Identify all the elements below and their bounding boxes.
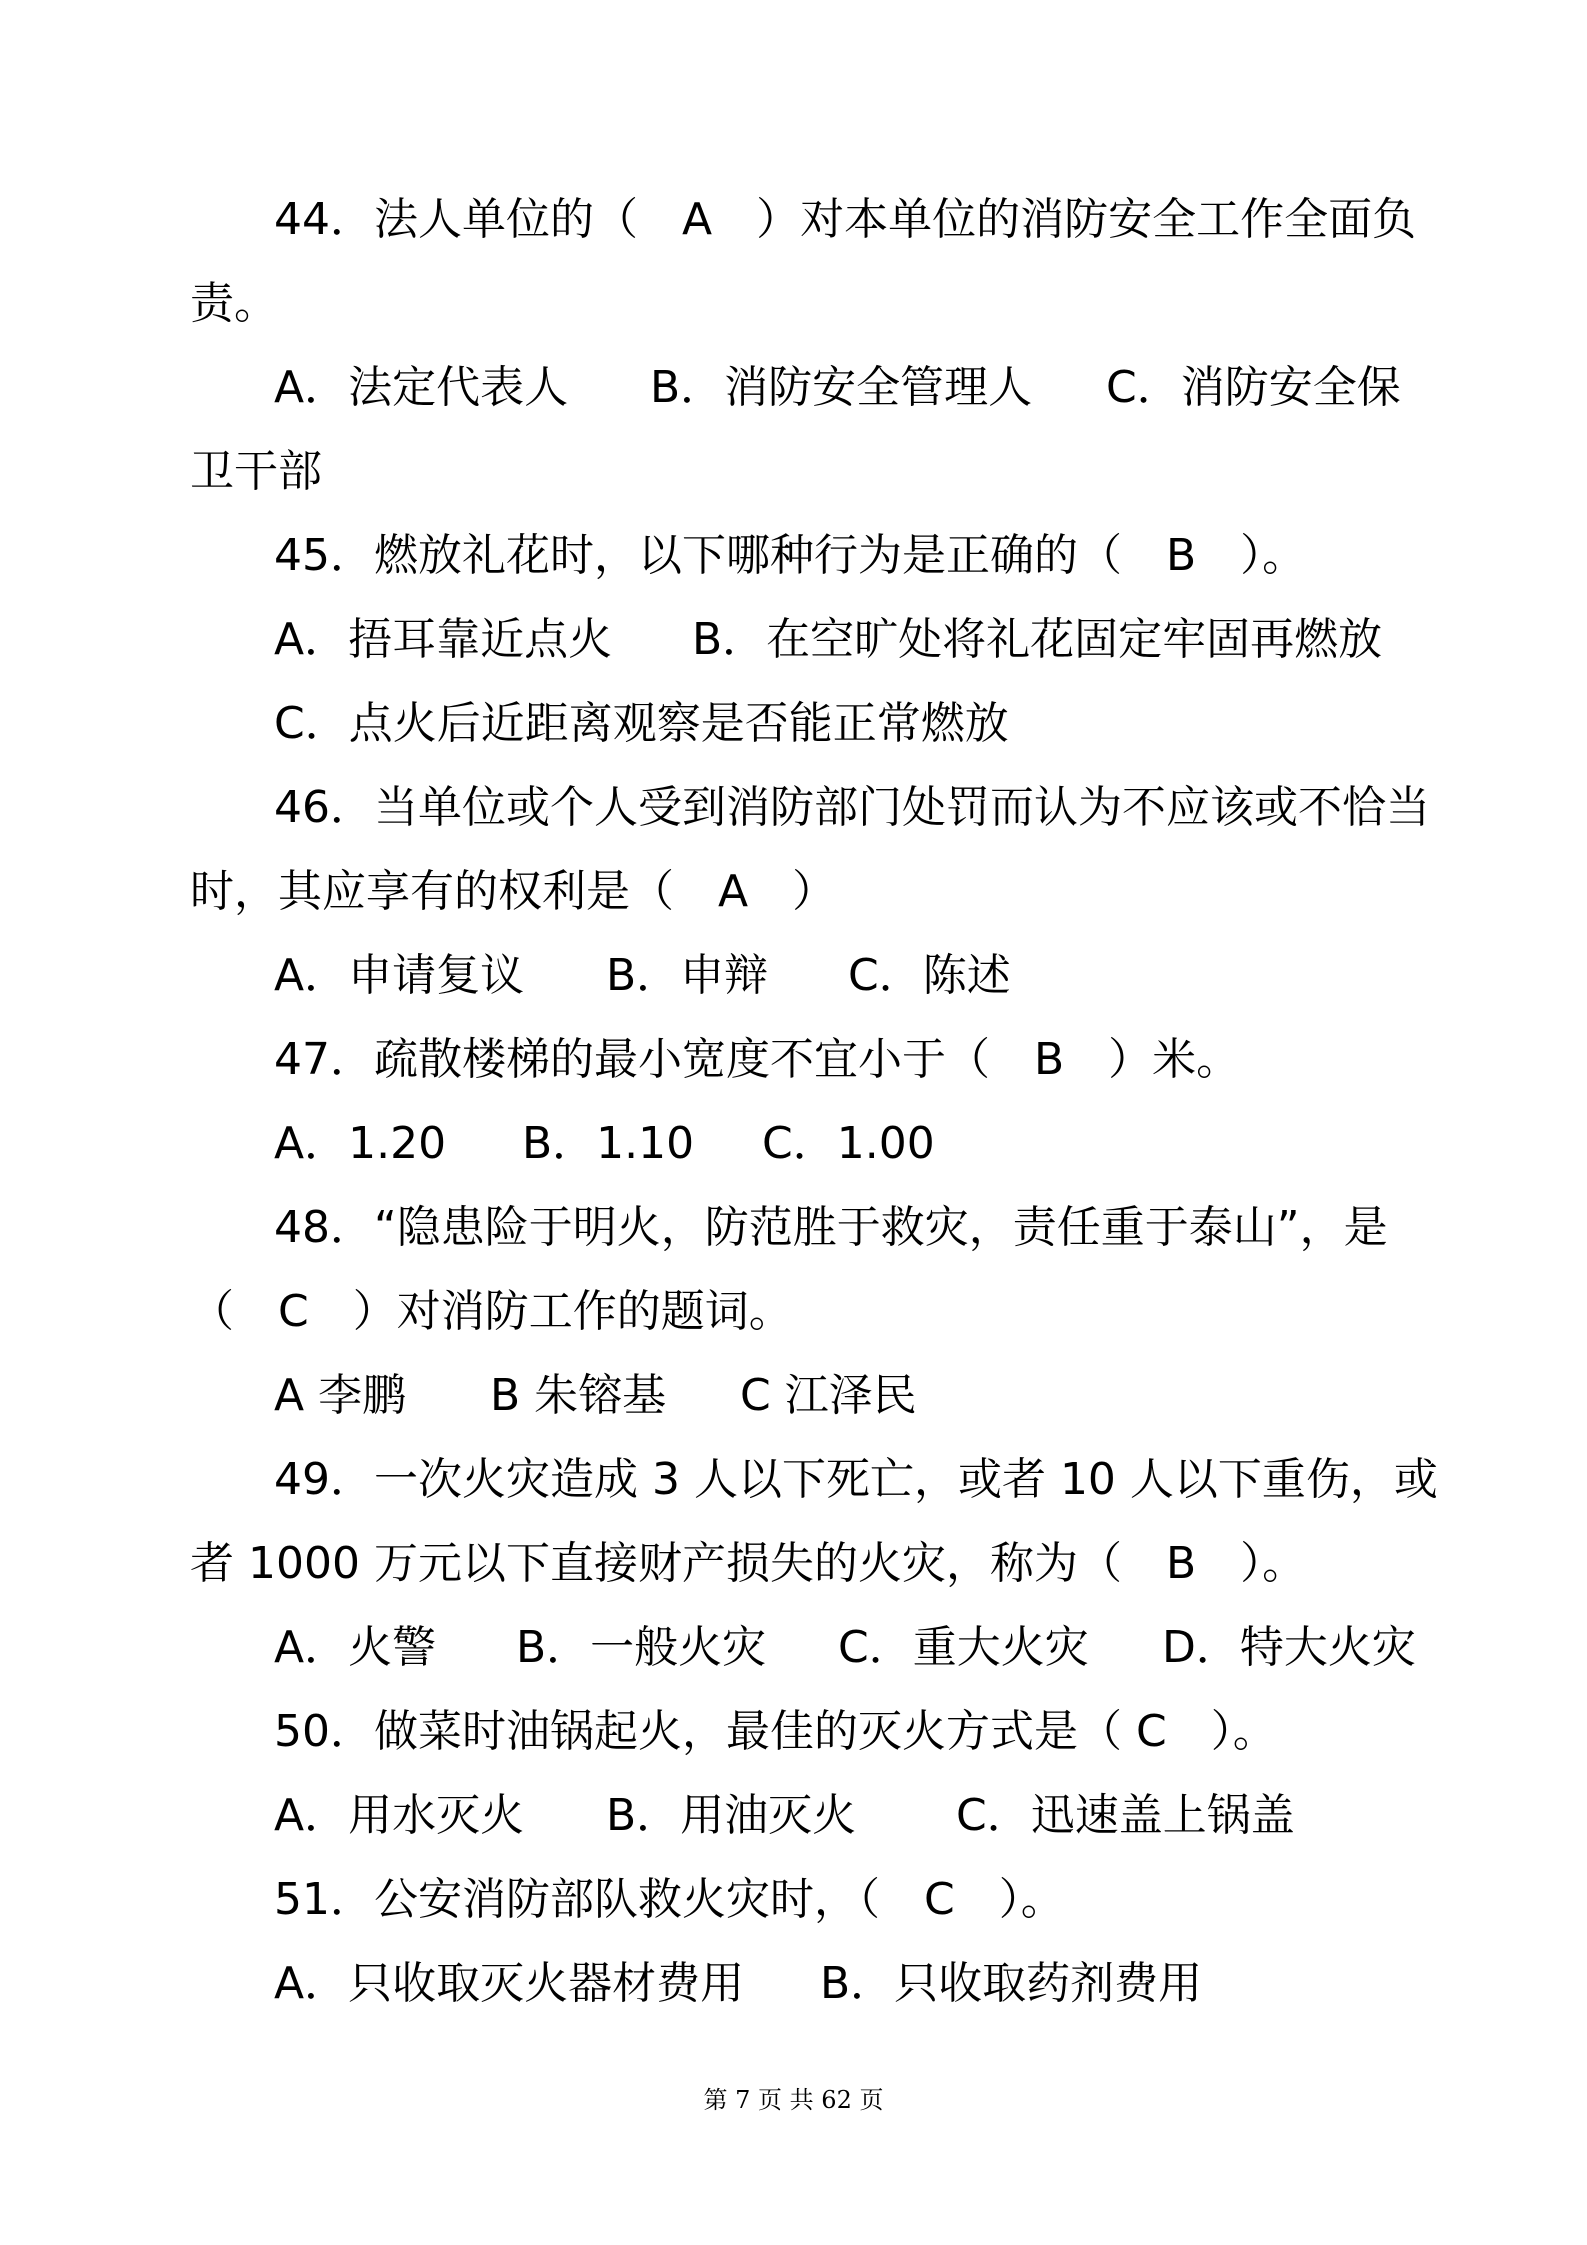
question-49-line-2: 者 1000 万元以下直接财产损失的火灾，称为（ B ）。 <box>190 1538 1307 1589</box>
question-50-option-b: B．用油灭火 <box>606 1790 857 1841</box>
question-45-option-a: A．捂耳靠近点火 <box>274 614 613 665</box>
question-48-line-1: 48．“隐患险于明火，防范胜于救灾，责任重于泰山”，是 <box>274 1202 1388 1253</box>
question-44-line-2: 责。 <box>190 278 278 329</box>
question-50-option-a: A．用水灭火 <box>274 1790 525 1841</box>
question-44-option-a: A．法定代表人 <box>274 362 569 413</box>
question-51-option-a: A．只收取灭火器材费用 <box>274 1958 745 2009</box>
question-44-option-b: B．消防安全管理人 <box>650 362 1033 413</box>
question-44-option-c-cont: 卫干部 <box>190 446 322 497</box>
question-48-option-b: B 朱镕基 <box>490 1370 667 1421</box>
question-46-option-c: C．陈述 <box>848 950 1011 1001</box>
question-46-line-1: 46．当单位或个人受到消防部门处罚而认为不应该或不恰当 <box>274 782 1430 833</box>
question-47-option-c: C．1.00 <box>762 1118 935 1169</box>
question-51-option-b: B．只收取药剂费用 <box>820 1958 1203 2009</box>
question-45-option-c: C．点火后近距离观察是否能正常燃放 <box>274 698 1009 749</box>
question-49-line-1: 49．一次火灾造成 3 人以下死亡，或者 10 人以下重伤，或 <box>274 1454 1438 1505</box>
question-46-line-2: 时，其应享有的权利是（ A ） <box>190 866 837 917</box>
question-44-line-1: 44．法人单位的（ A ）对本单位的消防安全工作全面负 <box>274 194 1417 245</box>
question-48-option-c: C 江泽民 <box>740 1370 917 1421</box>
question-49-option-a: A．火警 <box>274 1622 437 1673</box>
question-47-option-b: B．1.10 <box>522 1118 695 1169</box>
question-50-option-c: C．迅速盖上锅盖 <box>956 1790 1295 1841</box>
question-45-option-b: B．在空旷处将礼花固定牢固再燃放 <box>692 614 1383 665</box>
question-49-option-b: B．一般火灾 <box>516 1622 767 1673</box>
question-47-option-a: A．1.20 <box>274 1118 447 1169</box>
question-48-line-2: （ C ）对消防工作的题词。 <box>190 1286 793 1337</box>
question-50-line-1: 50．做菜时油锅起火，最佳的灭火方式是（ C ）。 <box>274 1706 1277 1757</box>
question-46-option-b: B．申辩 <box>606 950 769 1001</box>
question-46-option-a: A．申请复议 <box>274 950 525 1001</box>
question-48-option-a: A 李鹏 <box>274 1370 407 1421</box>
page-number-footer: 第 7 页 共 62 页 <box>703 2086 884 2114</box>
question-45-line-1: 45．燃放礼花时，以下哪种行为是正确的（ B ）。 <box>274 530 1307 581</box>
question-49-option-c: C．重大火灾 <box>838 1622 1089 1673</box>
question-51-line-1: 51．公安消防部队救火灾时，（ C ）。 <box>274 1874 1065 1925</box>
question-47-line-1: 47．疏散楼梯的最小宽度不宜小于（ B ）米。 <box>274 1034 1241 1085</box>
question-49-option-d: D．特大火灾 <box>1162 1622 1416 1673</box>
question-44-option-c: C．消防安全保 <box>1106 362 1401 413</box>
